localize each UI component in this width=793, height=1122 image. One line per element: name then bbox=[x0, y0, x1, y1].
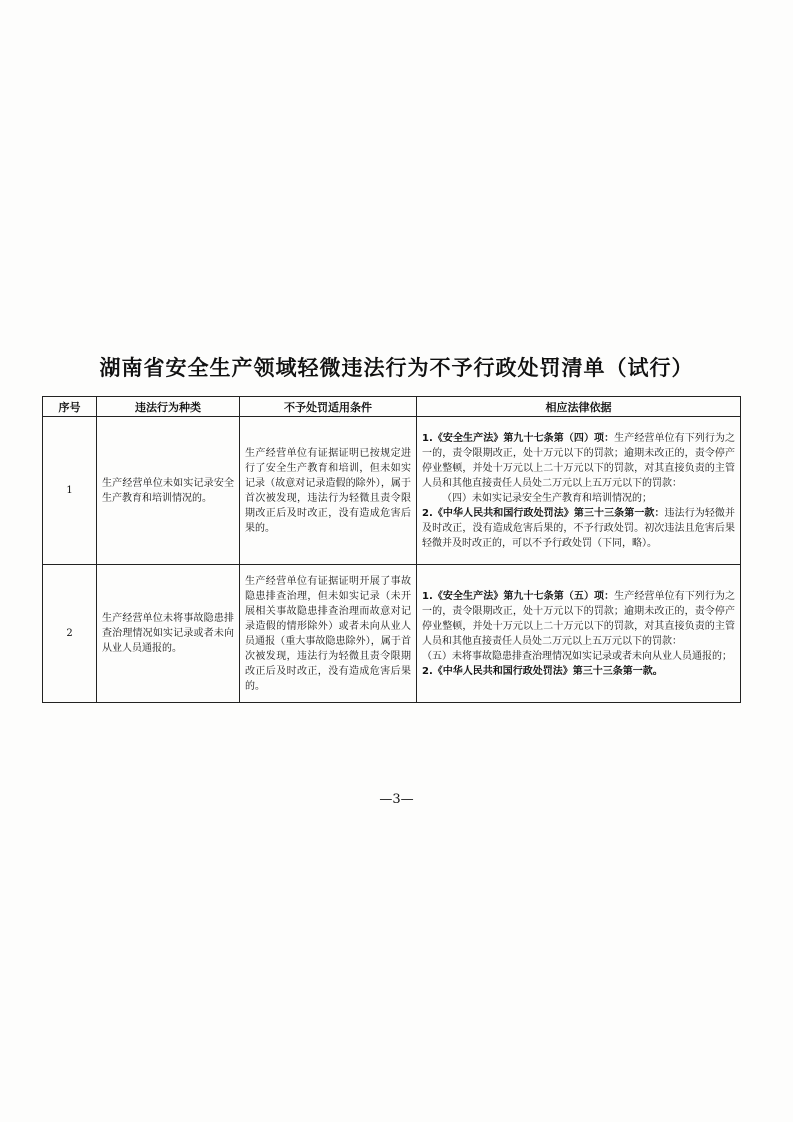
row-seq: 1 bbox=[43, 417, 97, 565]
header-seq: 序号 bbox=[43, 397, 97, 417]
row-seq: 2 bbox=[43, 565, 97, 703]
basis-text: 生产经营单位有下列行为之一的，责令限期改正，处十万元以下的罚款；逾期未改正的，责令停产停业整顿，并处十万元以上二十万元以下的罚款，对其直接负责的主管人员和其他直接责任人员处二万元以上五万元以下的罚款： bbox=[422, 432, 735, 489]
header-violation-type: 违法行为种类 bbox=[97, 397, 240, 417]
row-violation-type: 生产经营单位未如实记录安全生产教育和培训情况的。 bbox=[97, 417, 240, 565]
basis-paragraph bbox=[422, 589, 735, 649]
row-legal-basis bbox=[417, 417, 741, 565]
header-condition: 不予处罚适用条件 bbox=[240, 397, 417, 417]
page-number: —3— bbox=[379, 792, 414, 807]
basis-citation: 2.《中华人民共和国行政处罚法》第三十三条第一款： bbox=[422, 507, 665, 519]
basis-text: 生产经营单位有下列行为之一的，责令限期改正，处十万元以下的罚款；逾期未改正的，责令停产停业整顿，并处十万元以上二十万元以下的罚款，对其直接负责的主管人员和其他直接责任人员处二万元以上五万元以下的罚款： bbox=[422, 590, 735, 647]
table-header-row bbox=[43, 397, 741, 417]
header-legal-basis: 相应法律依据 bbox=[417, 397, 741, 417]
basis-text: 违法行为轻微并及时改正，没有造成危害后果的，不予行政处罚。初次违法且危害后果轻微并及时改正的，可以不予行政处罚（下同，略）。 bbox=[422, 507, 735, 549]
basis-item: （五）未将事故隐患排查治理情况如实记录或者未向从业人员通报的； bbox=[422, 650, 732, 662]
basis-citation: 1.《安全生产法》第九十七条第（四）项： bbox=[422, 432, 615, 444]
basis-paragraph bbox=[422, 431, 735, 491]
row-condition: 生产经营单位有证据证明已按规定进行了安全生产教育和培训，但未如实记录（故意对记录造假的除外），属于首次被发现，违法行为轻微且责令限期改正后及时改正，没有造成危害后果的。 bbox=[240, 417, 417, 565]
table-row bbox=[43, 565, 741, 703]
basis-paragraph bbox=[422, 664, 735, 679]
row-condition: 生产经营单位有证据证明开展了事故隐患排查治理，但未如实记录（未开展相关事故隐患排查治理而故意对记录造假的情形除外）或者未向从业人员通报（重大事故隐患除外），属于首次被发现，违法行为轻微且责令限期改正后及时改正，没有造成危害后果的。 bbox=[240, 565, 417, 703]
row-violation-type: 生产经营单位未将事故隐患排查治理情况如实记录或者未向从业人员通报的。 bbox=[97, 565, 240, 703]
document-title: 湖南省安全生产领域轻微违法行为不予行政处罚清单（试行） bbox=[99, 356, 694, 380]
table-row bbox=[43, 417, 741, 565]
basis-citation: 2.《中华人民共和国行政处罚法》第三十三条第一款。 bbox=[422, 665, 663, 677]
basis-paragraph bbox=[422, 506, 735, 551]
basis-item: （四）未如实记录安全生产教育和培训情况的； bbox=[442, 492, 652, 504]
basis-citation: 1.《安全生产法》第九十七条第（五）项： bbox=[422, 590, 615, 602]
penalty-exemption-table bbox=[42, 396, 741, 703]
row-legal-basis bbox=[417, 565, 741, 703]
